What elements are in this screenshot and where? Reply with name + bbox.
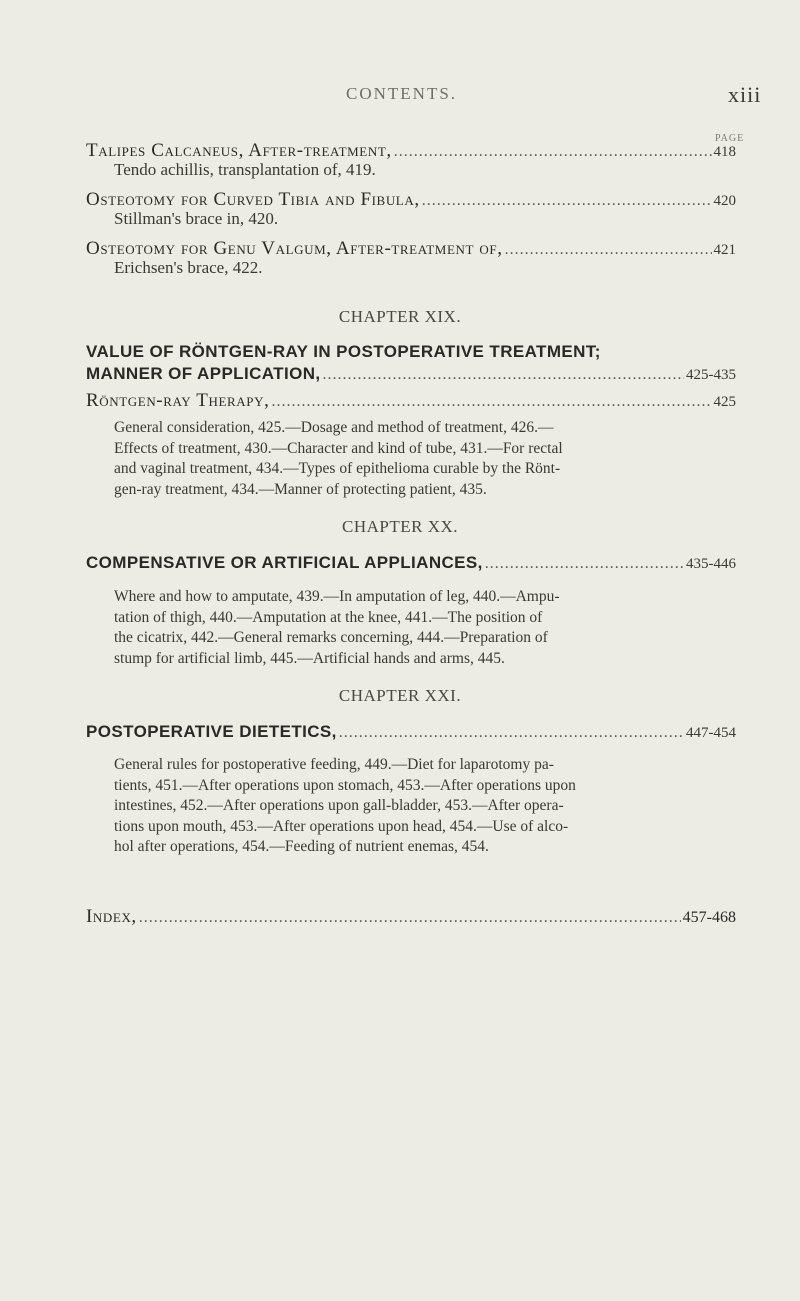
chapter-summary (114, 587, 734, 669)
running-head-page-number: xiii (728, 82, 762, 107)
leader-dots (271, 393, 711, 411)
summary-line: tation of thigh, 440.—Amputation at the knee, 441.—The position of (114, 608, 543, 626)
toc-entry-page: 418 (713, 144, 736, 160)
leader-dots (323, 366, 684, 384)
summary-line: and vaginal treatment, 434.—Types of epithelioma curable by the Rönt- (114, 460, 561, 478)
leader-dots (485, 555, 684, 573)
running-head-title: CONTENTS. (346, 84, 458, 103)
summary-line: tients, 451.—After operations upon stomach, 453.—After operations upon (114, 776, 576, 794)
toc-subentry: Erichsen's brace, 422. (114, 258, 263, 277)
chapter-page-range: 425-435 (686, 367, 736, 383)
chapter-heading: COMPENSATIVE OR ARTIFICIAL APPLIANCES, (86, 553, 483, 572)
chapter-heading-line (86, 364, 736, 384)
toc-entry-page: 425 (713, 394, 736, 410)
chapter-summary (114, 418, 734, 500)
toc-entry-title: Index, (86, 906, 137, 927)
toc-entry-osteotomy-genu-valgum (86, 238, 736, 260)
chapter-label: CHAPTER XIX. (338, 307, 462, 326)
toc-entry-title: Röntgen-ray Therapy, (86, 390, 270, 411)
chapter-heading-line (86, 553, 736, 573)
summary-line: stump for artificial limb, 445.—Artificial hands and arms, 445. (114, 649, 505, 667)
toc-entry-title: Osteotomy for Genu Valgum, After-treatment of, (86, 238, 503, 259)
leader-dots (505, 241, 712, 259)
summary-line: General rules for postoperative feeding, 449.—Diet for laparotomy pa- (114, 756, 554, 773)
toc-subentry: Stillman's brace in, 420. (114, 209, 279, 228)
toc-entry-talipes-calcaneus (86, 140, 736, 162)
chapter-heading: VALUE OF RÖNTGEN-RAY IN POSTOPERATIVE TREATMENT; (86, 342, 601, 361)
leader-dots (339, 724, 684, 742)
chapter-page-range: 435-446 (686, 556, 736, 572)
page-column-label: PAGE (715, 133, 745, 144)
toc-entry-page: 420 (713, 193, 736, 209)
leader-dots (422, 192, 712, 210)
chapter-label: CHAPTER XXI. (338, 686, 462, 705)
summary-line: intestines, 452.—After operations upon gall-bladder, 453.—After opera- (114, 797, 564, 815)
toc-entry-index (86, 906, 736, 928)
chapter-page-range: 447-454 (686, 725, 736, 741)
leader-dots (139, 909, 681, 927)
chapter-heading: POSTOPERATIVE DIETETICS, (86, 722, 337, 741)
chapter-label: CHAPTER XX. (341, 517, 458, 536)
chapter-heading-continued: MANNER OF APPLICATION, (86, 364, 321, 383)
summary-line: gen-ray treatment, 434.—Manner of protecting patient, 435. (114, 480, 487, 498)
summary-line: Where and how to amputate, 439.—In amputation of leg, 440.—Ampu- (114, 588, 560, 605)
summary-line: tions upon mouth, 453.—After operations upon head, 454.—Use of alco- (114, 817, 569, 835)
toc-entry-rontgen-ray-therapy (86, 390, 736, 412)
chapter-summary (114, 755, 734, 858)
summary-line: Effects of treatment, 430.—Character and kind of tube, 431.—For rectal (114, 439, 563, 457)
leader-dots (394, 143, 712, 161)
toc-entry-osteotomy-tibia (86, 189, 736, 211)
summary-line: hol after operations, 454.—Feeding of nutrient enemas, 454. (114, 838, 489, 856)
toc-subentry: Tendo achillis, transplantation of, 419. (114, 160, 376, 179)
running-head (0, 84, 800, 110)
chapter-heading-line (86, 722, 736, 742)
toc-entry-title: Talipes Calcaneus, After-treatment, (86, 140, 392, 161)
summary-line: the cicatrix, 442.—General remarks concerning, 444.—Preparation of (114, 629, 548, 647)
toc-entry-page: 457-468 (682, 909, 736, 926)
toc-entry-page: 421 (713, 242, 736, 258)
summary-line: General consideration, 425.—Dosage and method of treatment, 426.— (114, 419, 554, 436)
toc-entry-title: Osteotomy for Curved Tibia and Fibula, (86, 189, 420, 210)
